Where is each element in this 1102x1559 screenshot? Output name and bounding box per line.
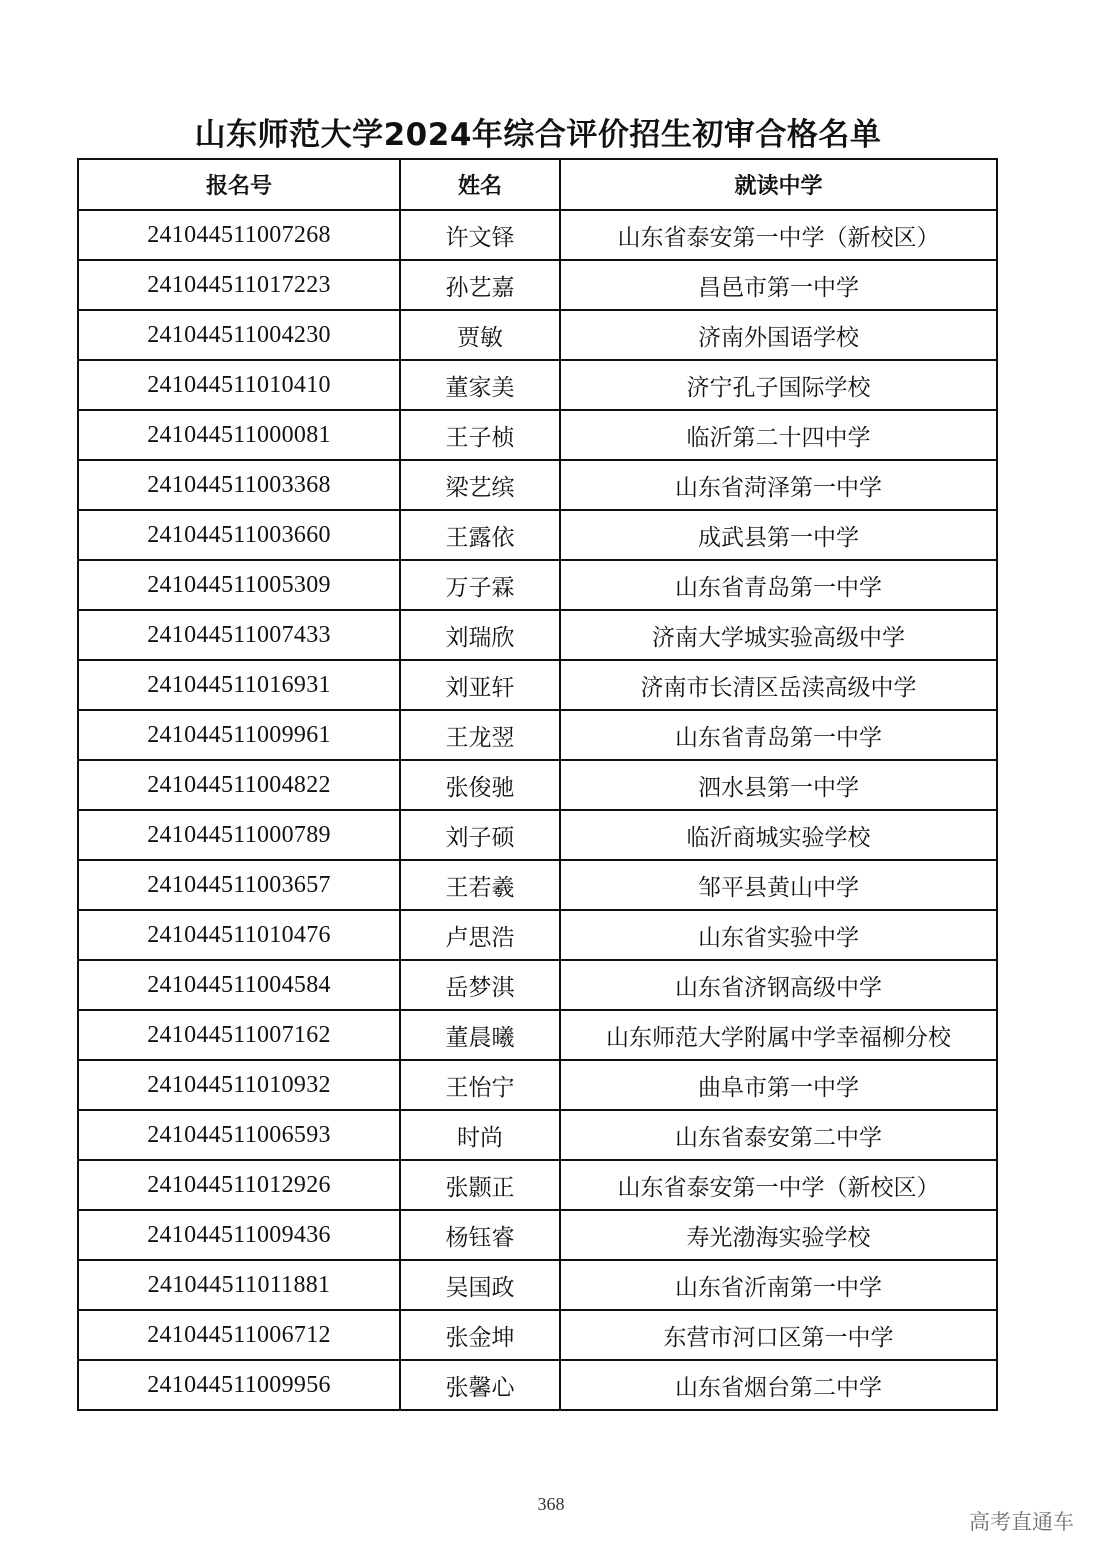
student-name-cell: 王若羲: [400, 860, 560, 910]
high-school-cell: 邹平县黄山中学: [560, 860, 997, 910]
registration-number-cell: 241044511010476: [78, 910, 400, 960]
table-row: [78, 460, 997, 510]
high-school-cell: 山东省青岛第一中学: [560, 560, 997, 610]
student-name-cell: 卢思浩: [400, 910, 560, 960]
student-name-cell: 梁艺缤: [400, 460, 560, 510]
table-row: [78, 360, 997, 410]
student-name-cell: 时尚: [400, 1110, 560, 1160]
student-name-cell: 张馨心: [400, 1360, 560, 1410]
table-row: [78, 910, 997, 960]
registration-number-cell: 241044511007268: [78, 210, 400, 260]
student-name-cell: 王怡宁: [400, 1060, 560, 1110]
table-row: [78, 1110, 997, 1160]
watermark-text: 高考直通车: [969, 1510, 1074, 1534]
table-row: [78, 260, 997, 310]
student-name-cell: 张颢正: [400, 1160, 560, 1210]
table-row: [78, 560, 997, 610]
table-row: [78, 1060, 997, 1110]
page-number: 368: [537, 1494, 565, 1514]
registration-number-cell: 241044511004230: [78, 310, 400, 360]
student-name-cell: 孙艺嘉: [400, 260, 560, 310]
high-school-cell: 济宁孔子国际学校: [560, 360, 997, 410]
table-row: [78, 710, 997, 760]
table-row: [78, 1360, 997, 1410]
student-name-cell: 贾敏: [400, 310, 560, 360]
student-name-cell: 许文铎: [400, 210, 560, 260]
student-name-cell: 吴国政: [400, 1260, 560, 1310]
high-school-cell: 曲阜市第一中学: [560, 1060, 997, 1110]
student-name-cell: 张俊驰: [400, 760, 560, 810]
student-name-cell: 张金坤: [400, 1310, 560, 1360]
registration-number-cell: 241044511000789: [78, 810, 400, 860]
student-name-cell: 刘子硕: [400, 810, 560, 860]
student-name-cell: 杨钰睿: [400, 1210, 560, 1260]
high-school-cell: 济南大学城实验高级中学: [560, 610, 997, 660]
registration-number-cell: 241044511006593: [78, 1110, 400, 1160]
high-school-cell: 山东省沂南第一中学: [560, 1260, 997, 1310]
table-row: [78, 860, 997, 910]
high-school-cell: 济南外国语学校: [560, 310, 997, 360]
table-row: [78, 810, 997, 860]
header-high-school: 就读中学: [560, 159, 997, 210]
student-name-cell: 王龙翌: [400, 710, 560, 760]
high-school-cell: 山东省菏泽第一中学: [560, 460, 997, 510]
high-school-cell: 泗水县第一中学: [560, 760, 997, 810]
registration-number-cell: 241044511009961: [78, 710, 400, 760]
student-name-cell: 刘亚轩: [400, 660, 560, 710]
registration-number-cell: 241044511009956: [78, 1360, 400, 1410]
registration-number-cell: 241044511003660: [78, 510, 400, 560]
high-school-cell: 济南市长清区岳渎高级中学: [560, 660, 997, 710]
student-name-cell: 万子霖: [400, 560, 560, 610]
student-name-cell: 王子桢: [400, 410, 560, 460]
high-school-cell: 山东省泰安第一中学（新校区）: [560, 1160, 997, 1210]
admission-roster-table: [77, 158, 998, 1411]
high-school-cell: 山东省青岛第一中学: [560, 710, 997, 760]
table-row: [78, 510, 997, 560]
registration-number-cell: 241044511016931: [78, 660, 400, 710]
high-school-cell: 寿光渤海实验学校: [560, 1210, 997, 1260]
registration-number-cell: 241044511003368: [78, 460, 400, 510]
registration-number-cell: 241044511004584: [78, 960, 400, 1010]
high-school-cell: 山东省实验中学: [560, 910, 997, 960]
student-name-cell: 王露依: [400, 510, 560, 560]
table-row: [78, 1160, 997, 1210]
table-body: [78, 210, 997, 1410]
registration-number-cell: 241044511006712: [78, 1310, 400, 1360]
table-row: [78, 760, 997, 810]
student-name-cell: 刘瑞欣: [400, 610, 560, 660]
registration-number-cell: 241044511010410: [78, 360, 400, 410]
table-row: [78, 960, 997, 1010]
registration-number-cell: 241044511003657: [78, 860, 400, 910]
high-school-cell: 山东省泰安第一中学（新校区）: [560, 210, 997, 260]
registration-number-cell: 241044511017223: [78, 260, 400, 310]
table-row: [78, 210, 997, 260]
registration-number-cell: 241044511007433: [78, 610, 400, 660]
table-header-row: [78, 159, 997, 210]
header-name: 姓名: [400, 159, 560, 210]
table-row: [78, 1260, 997, 1310]
high-school-cell: 山东省烟台第二中学: [560, 1360, 997, 1410]
student-name-cell: 岳梦淇: [400, 960, 560, 1010]
registration-number-cell: 241044511010932: [78, 1060, 400, 1110]
registration-number-cell: 241044511004822: [78, 760, 400, 810]
high-school-cell: 成武县第一中学: [560, 510, 997, 560]
student-name-cell: 董家美: [400, 360, 560, 410]
registration-number-cell: 241044511009436: [78, 1210, 400, 1260]
high-school-cell: 东营市河口区第一中学: [560, 1310, 997, 1360]
registration-number-cell: 241044511005309: [78, 560, 400, 610]
table-row: [78, 1210, 997, 1260]
student-name-cell: 董晨曦: [400, 1010, 560, 1060]
table-row: [78, 310, 997, 360]
registration-number-cell: 241044511000081: [78, 410, 400, 460]
table-row: [78, 660, 997, 710]
table-row: [78, 1310, 997, 1360]
page-title: 山东师范大学2024年综合评价招生初审合格名单: [194, 117, 882, 153]
high-school-cell: 山东省济钢高级中学: [560, 960, 997, 1010]
high-school-cell: 临沂第二十四中学: [560, 410, 997, 460]
high-school-cell: 山东师范大学附属中学幸福柳分校: [560, 1010, 997, 1060]
high-school-cell: 山东省泰安第二中学: [560, 1110, 997, 1160]
table-row: [78, 410, 997, 460]
registration-number-cell: 241044511012926: [78, 1160, 400, 1210]
registration-number-cell: 241044511011881: [78, 1260, 400, 1310]
table-row: [78, 1010, 997, 1060]
table-row: [78, 610, 997, 660]
high-school-cell: 临沂商城实验学校: [560, 810, 997, 860]
high-school-cell: 昌邑市第一中学: [560, 260, 997, 310]
header-registration-number: 报名号: [78, 159, 400, 210]
registration-number-cell: 241044511007162: [78, 1010, 400, 1060]
